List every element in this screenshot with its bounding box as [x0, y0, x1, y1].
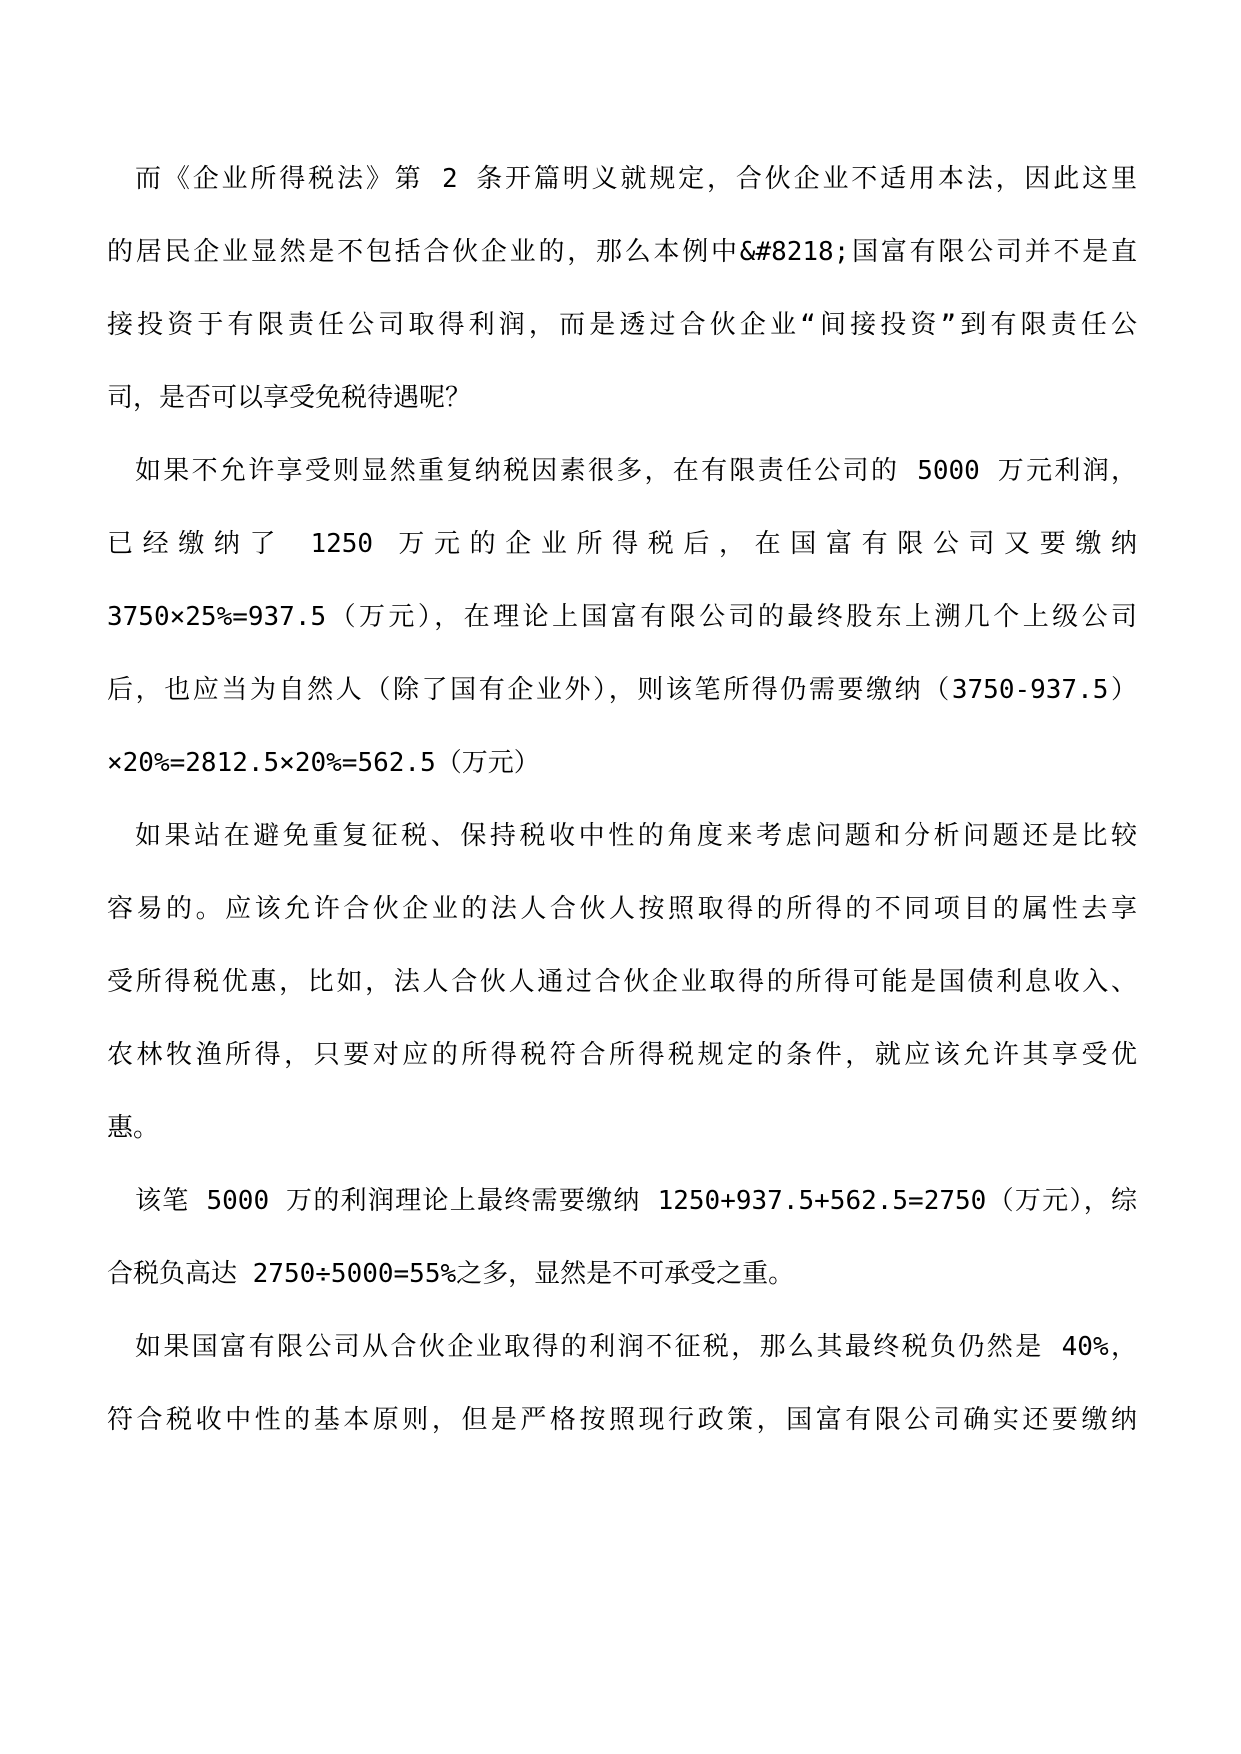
paragraph-line: 的居民企业显然是不包括合伙企业的，那么本例中&#8218;国富有限公司并不是直: [107, 237, 1137, 267]
paragraph-line: 符合税收中性的基本原则，但是严格按照现行政策，国富有限公司确实还要缴纳: [107, 1405, 1137, 1435]
paragraph-line: 而《企业所得税法》第 2 条开篇明义就规定，合伙企业不适用本法，因此这里: [135, 164, 1137, 194]
paragraph-line: 农林牧渔所得，只要对应的所得税符合所得税规定的条件，就应该允许其享受优: [107, 1040, 1137, 1070]
paragraph-line: 后，也应当为自然人（除了国有企业外），则该笔所得仍需要缴纳（3750-937.5）: [107, 675, 1137, 705]
paragraph-line: 该笔 5000 万的利润理论上最终需要缴纳 1250+937.5+562.5=2750（万元），综: [135, 1186, 1137, 1216]
paragraph-line: ×20%=2812.5×20%=562.5（万元）: [107, 748, 540, 778]
paragraph-5: [107, 1328, 1137, 1474]
paragraph-line: 如果国富有限公司从合伙企业取得的利润不征税，那么其最终税负仍然是 40%，: [135, 1332, 1137, 1362]
paragraph-1: [107, 160, 1137, 452]
paragraph-line: 合税负高达 2750÷5000=55%之多，显然是不可承受之重。: [107, 1259, 795, 1289]
paragraph-line: 司，是否可以享受免税待遇呢？: [107, 383, 472, 413]
paragraph-line: 容易的。应该允许合伙企业的法人合伙人按照取得的所得的不同项目的属性去享: [107, 894, 1137, 924]
paragraph-line: 已经缴纳了 1250 万元的企业所得税后，在国富有限公司又要缴纳: [107, 529, 1137, 559]
paragraph-line: 受所得税优惠，比如，法人合伙人通过合伙企业取得的所得可能是国债利息收入、: [107, 967, 1137, 997]
paragraph-2: [107, 452, 1137, 817]
paragraph-line: 惠。: [107, 1113, 160, 1143]
paragraph-4: [107, 1182, 1137, 1328]
paragraph-line: 如果站在避免重复征税、保持税收中性的角度来考虑问题和分析问题还是比较: [135, 821, 1137, 851]
paragraph-3: [107, 817, 1137, 1182]
paragraph-line: 接投资于有限责任公司取得利润，而是透过合伙企业“间接投资”到有限责任公: [107, 310, 1137, 340]
paragraph-line: 3750×25%=937.5（万元），在理论上国富有限公司的最终股东上溯几个上级公司: [107, 602, 1137, 632]
document-body: [107, 160, 1137, 1474]
paragraph-line: 如果不允许享受则显然重复纳税因素很多，在有限责任公司的 5000 万元利润，: [135, 456, 1137, 486]
